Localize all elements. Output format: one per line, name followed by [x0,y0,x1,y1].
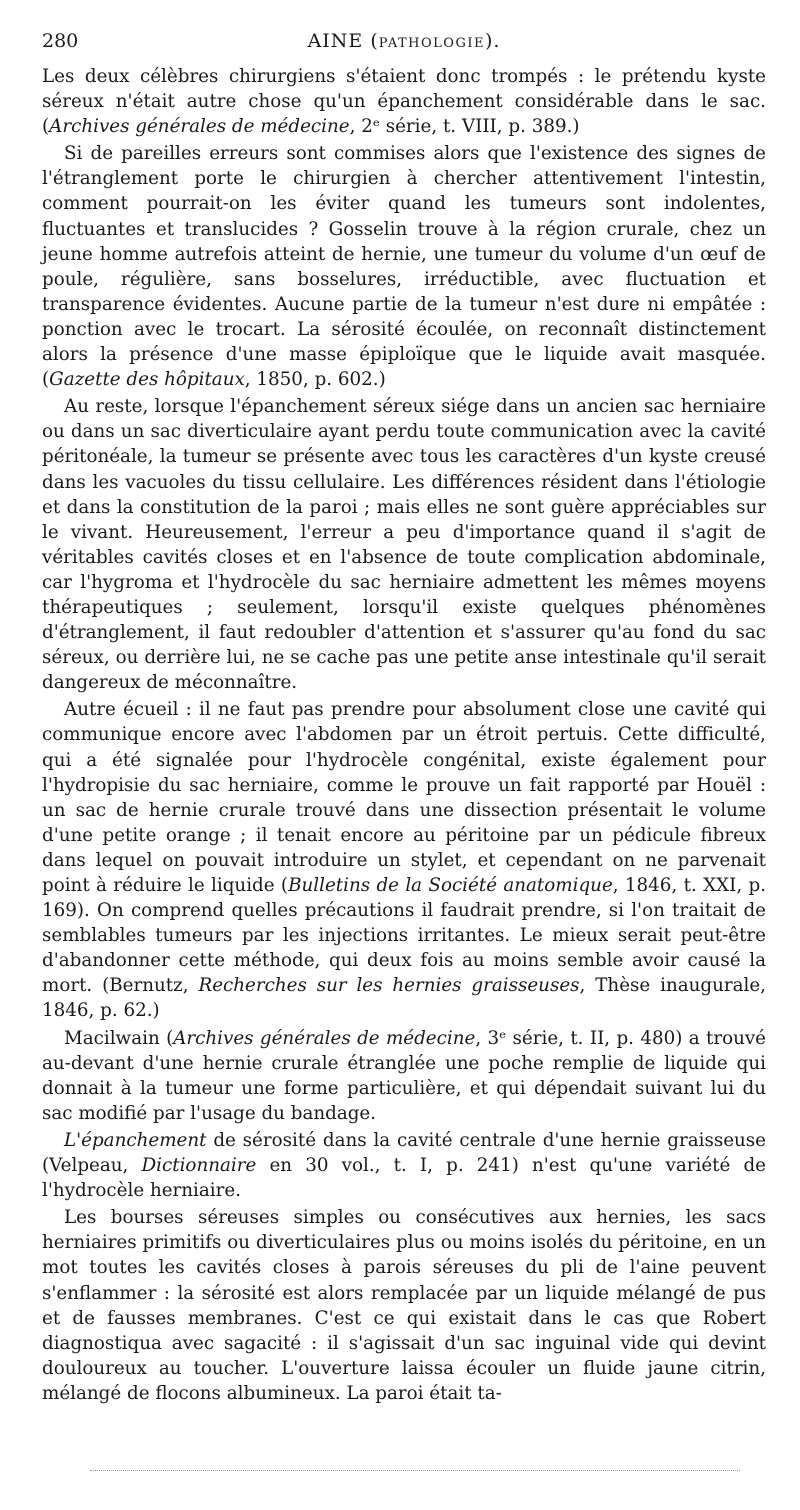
text-run: , 2ᵉ série, t. VIII, p. 389.) [349,116,580,138]
text-run: de sérosité dans la cavité centrale d'une hernie graisseuse (Velpeau, [42,1129,766,1177]
text-run: Macilwain ( [64,1027,174,1049]
paragraph [42,1026,766,1126]
text-run: Si de pareilles erreurs sont commises alors que l'existence des signes de l'étranglement porte le chirurgien à chercher attentivement l'intestin, comment pourrait-on les éviter quand les tumeurs sont indolentes, fluctuantes et translucides ? Gosselin trouve à la région crurale, chez un jeune homme autrefois atteint de hernie, une tumeur du volume d'un œuf de poule, régulière, sans bosselures, irréductible, avec fluctuation et transparence évidentes. Aucune partie de la tumeur n'est dure ni empâtée : ponction avec le trocart. La sérosité écoulée, on reconnaît distinctement alors la présence d'une masse épiploïque que le liquide avait masquée. ( [42,143,766,391]
text-run: , 1850, p. 602.) [244,369,386,391]
page-number: 280 [42,30,79,52]
body-text [42,64,766,1406]
running-head-title: AINE [307,30,364,52]
text-run: Les deux célèbres chirurgiens s'étaient donc trompés : le prétendu kyste séreux n'était autre chose qu'un épanchement considérable dans le sac. ( [42,66,766,138]
paragraph [42,394,766,695]
running-head-subtitle: PATHOLOGIE [378,36,485,51]
paragraph [42,1205,766,1406]
running-head: AINE (PATHOLOGIE). [307,30,501,52]
page-header [42,30,766,64]
italic-text: Archives générales de médecine [49,116,350,138]
text-run: , Thèse inaugurale, 1846, p. 62.) [42,975,766,1022]
italic-text: Bulletins de la Société anatomique [288,875,613,896]
paragraph [42,697,766,1023]
bottom-rule [90,1470,740,1471]
text-run: Les bourses séreuses simples ou consécutives aux hernies, les sacs herniaires primitifs ou diverticulaires plus ou moins isolés du péritoine, en un mot toutes les cavités closes à parois séreuses du pli de l'aine peuvent s'enflammer : la sérosité est alors remplacée par un liquide mélangé de pus et de fausses membranes. C'est ce qui existait dans le cas que Robert diagnostiqua avec sagacité : il s'agissait d'un sac inguinal vide qui devint douloureux au toucher. L'ouverture laissa écouler un fluide jaune citrin, mélangé de flocons albumineux. La paroi était ta- [42,1207,766,1404]
text-run: en 30 vol., t. I, p. 241) n'est qu'une variété de l'hydrocèle herniaire. [42,1155,767,1202]
text-run: Autre écueil : il ne faut pas prendre pour absolument close une cavité qui communique encore avec l'abdomen par un étroit pertuis. Cette difficulté, qui a été signalée pour l'hydrocèle congénital, existe également pour l'hydropisie du sac herniaire, comme le prouve un fait rapporté par Houël : un sac de hernie crurale trouvé dans une dissection présentait le volume d'une petite orange ; il tenait encore au péritoine par un pédicule fibreux dans lequel on pouvait introduire un stylet, et cependant on ne parvenait point à réduire le liquide ( [42,699,766,896]
text-run: Au reste, lorsque l'épanchement séreux siége dans un ancien sac herniaire ou dans un sac diverticulaire ayant perdu toute communication avec la cavité péritonéale, la tumeur se présente avec tous les caractères d'un kyste creusé dans les vacuoles du tissu cellulaire. Les différences résident dans l'étiologie et dans la constitution de la paroi ; mais elles ne sont guère appréciables sur le vivant. Heureusement, l'erreur a peu d'importance quand il s'agit de véritables cavités closes et en l'absence de toute complication abdominale, car l'hygroma et l'hydrocèle du sac herniaire admettent les mêmes moyens thérapeutiques ; seulement, lorsqu'il existe quelques phénomènes d'étranglement, il faut redoubler d'attention et s'assurer qu'au fond du sac séreux, ou derrière lui, ne se cache pas une petite anse intestinale qu'il serait dangereux de méconnaître. [42,396,766,694]
text-run: , 3ᵉ série, t. II, p. 480) a trouvé au-devant d'une hernie crurale étranglée une poche remplie de liquide qui donnait à la tumeur une forme particulière, et qui dépendait suivant lui du sac modifié par l'usage du bandage. [42,1027,766,1124]
italic-text: Archives générales de médecine [173,1027,476,1049]
italic-text: Gazette des hôpitaux [49,369,245,391]
paragraph [42,141,766,392]
text-run: , 1846, t. XXI, p. 169). On comprend quelles précautions il faudrait prendre, si l'on traitait de semblables tumeurs par les injections irritantes. Le mieux serait peut-être d'abandonner cette méthode, qui deux fois au moins semble avoir causé la mort. (Bernutz, [42,875,767,997]
paragraph [42,64,766,139]
italic-text: Dictionnaire [141,1155,257,1177]
paragraph [42,1128,766,1203]
italic-text: Recherches sur les hernies graisseuses [198,975,580,997]
italic-text: L'épanchement [64,1129,207,1151]
